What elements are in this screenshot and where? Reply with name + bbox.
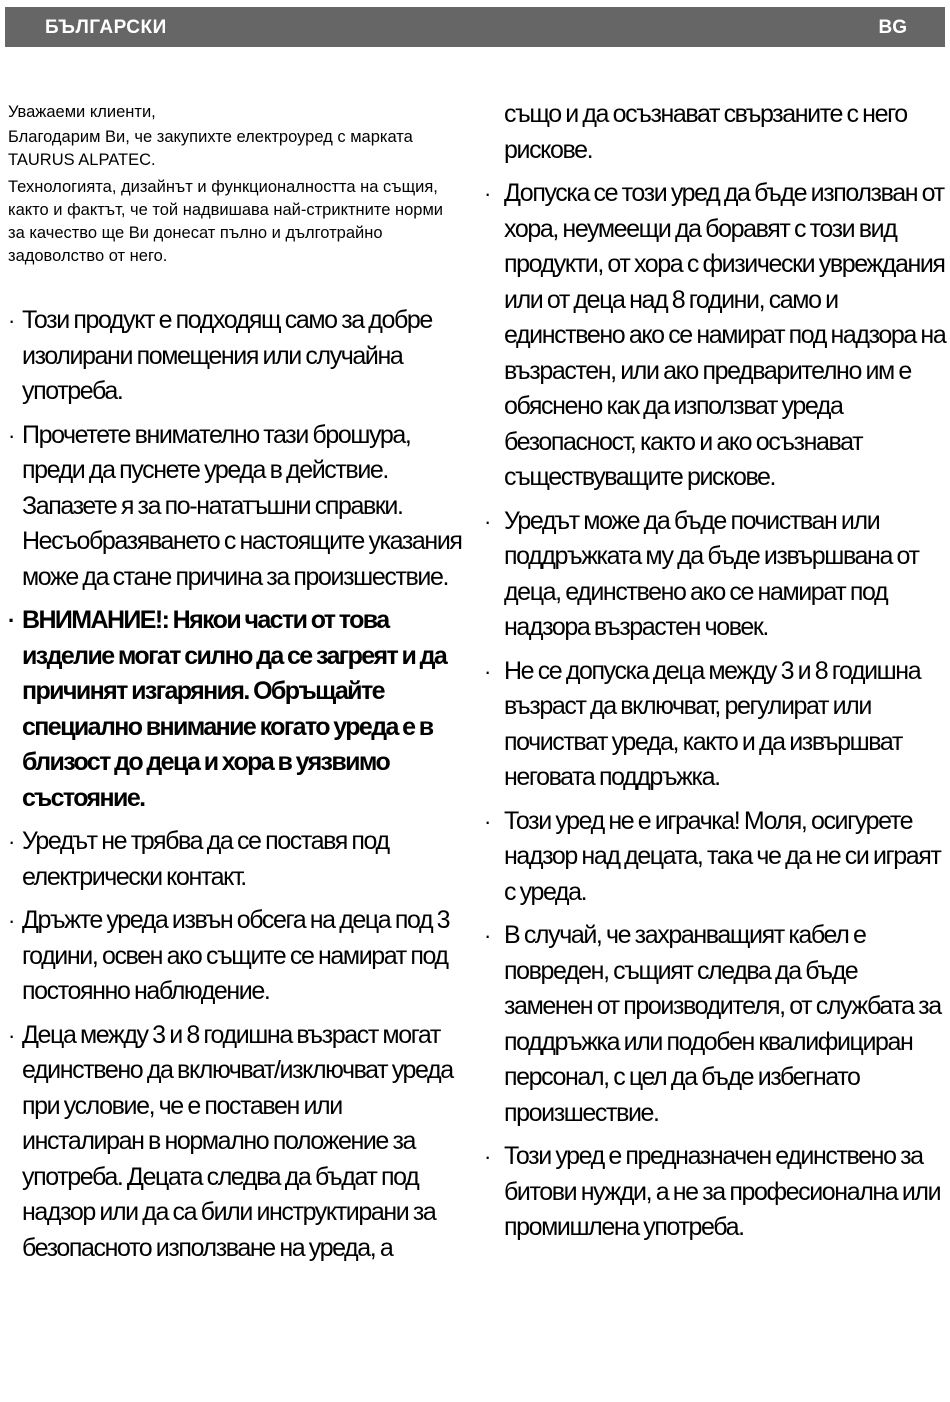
list-item: · Прочетете внимателно тази брошура, преди да пуснете уреда в действие. Запазете я за по-нататъшни справки. Несъобразяването с настоящите указания може да стане причина за произшествие. [8,418,463,596]
list-item: · Този уред е предназначен единствено за битови нужди, а не за професионална или промишлена употреба. [484,1139,946,1246]
language-label: БЪЛГАРСКИ [45,17,167,38]
safety-list-right [484,97,946,1246]
list-item: · Деца между 3 и 8 годишна възраст могат единствено да включват/изключват уреда при условие, че е поставен или инсталиран в нормално положение за употреба. Децата следва да бъдат под надзор или да са били инструктирани за безопасното използване на уреда, а [8,1018,463,1267]
list-item: · В случай, че захранващият кабел е повреден, същият следва да бъде заменен от производителя, от службата за поддръжка или подобен квалифициран персонал, с цел да бъде избегнато произшествие. [484,918,946,1131]
warning-item: · ВНИМАНИЕ!: Някои части от това изделие могат силно да се загреят и да причинят изгаряния. Обръщайте специално внимание когато уреда е в близост до деца и хора в уязвимо състояние. [8,603,463,816]
intro-text [8,101,463,268]
list-item: · Не се допуска деца между 3 и 8 годишна възраст да включват, регулират или почистват уреда, както и да извършват неговата поддръжка. [484,654,946,796]
list-item: · Дръжте уреда извън обсега на деца под 3 години, освен ако същите се намират под постоянно наблюдение. [8,903,463,1010]
list-item: · Допуска се този уред да бъде използван от хора, неумеещи да боравят с този вид продукти, от хора с физически увреждания или от деца над 8 години, само и единствено ако се намират под надзора на възрастен, или ако предварително им е обяснено как да използват уреда безопасност, както и ако осъзнават съществуващите рискове. [484,176,946,496]
list-item: · Този уред не е играчка! Моля, осигурете надзор над децата, така че да не си играят с уреда. [484,804,946,911]
right-column [484,97,946,1254]
safety-list-left [8,303,463,1266]
list-item: · Този продукт е подходящ само за добре изолирани помещения или случайна употреба. [8,303,463,410]
list-item-continuation: също и да осъзнават свързаните с него рискове. [504,100,907,164]
left-column [8,97,463,1274]
intro-thanks: Благодарим Ви, че закупихте електроуред с марката TAURUS ALPATEC. [8,128,413,169]
intro-greeting: Уважаеми клиенти, [8,103,156,121]
intro-technology: Технологията, дизайнът и функционалността на същия, както и фактът, че той надвишава най-стриктните норми за качество ще Ви донесат пълно и дълготрайно задоволство от него. [8,178,444,265]
language-code: BG [878,17,907,38]
list-item: · Уредът не трябва да се поставя под електрически контакт. [8,824,463,895]
list-item: · Уредът може да бъде почистван или поддръжката му да бъде извършвана от деца, единствено ако се намират под надзора възрастен човек. [484,504,946,646]
page-header [5,7,945,47]
